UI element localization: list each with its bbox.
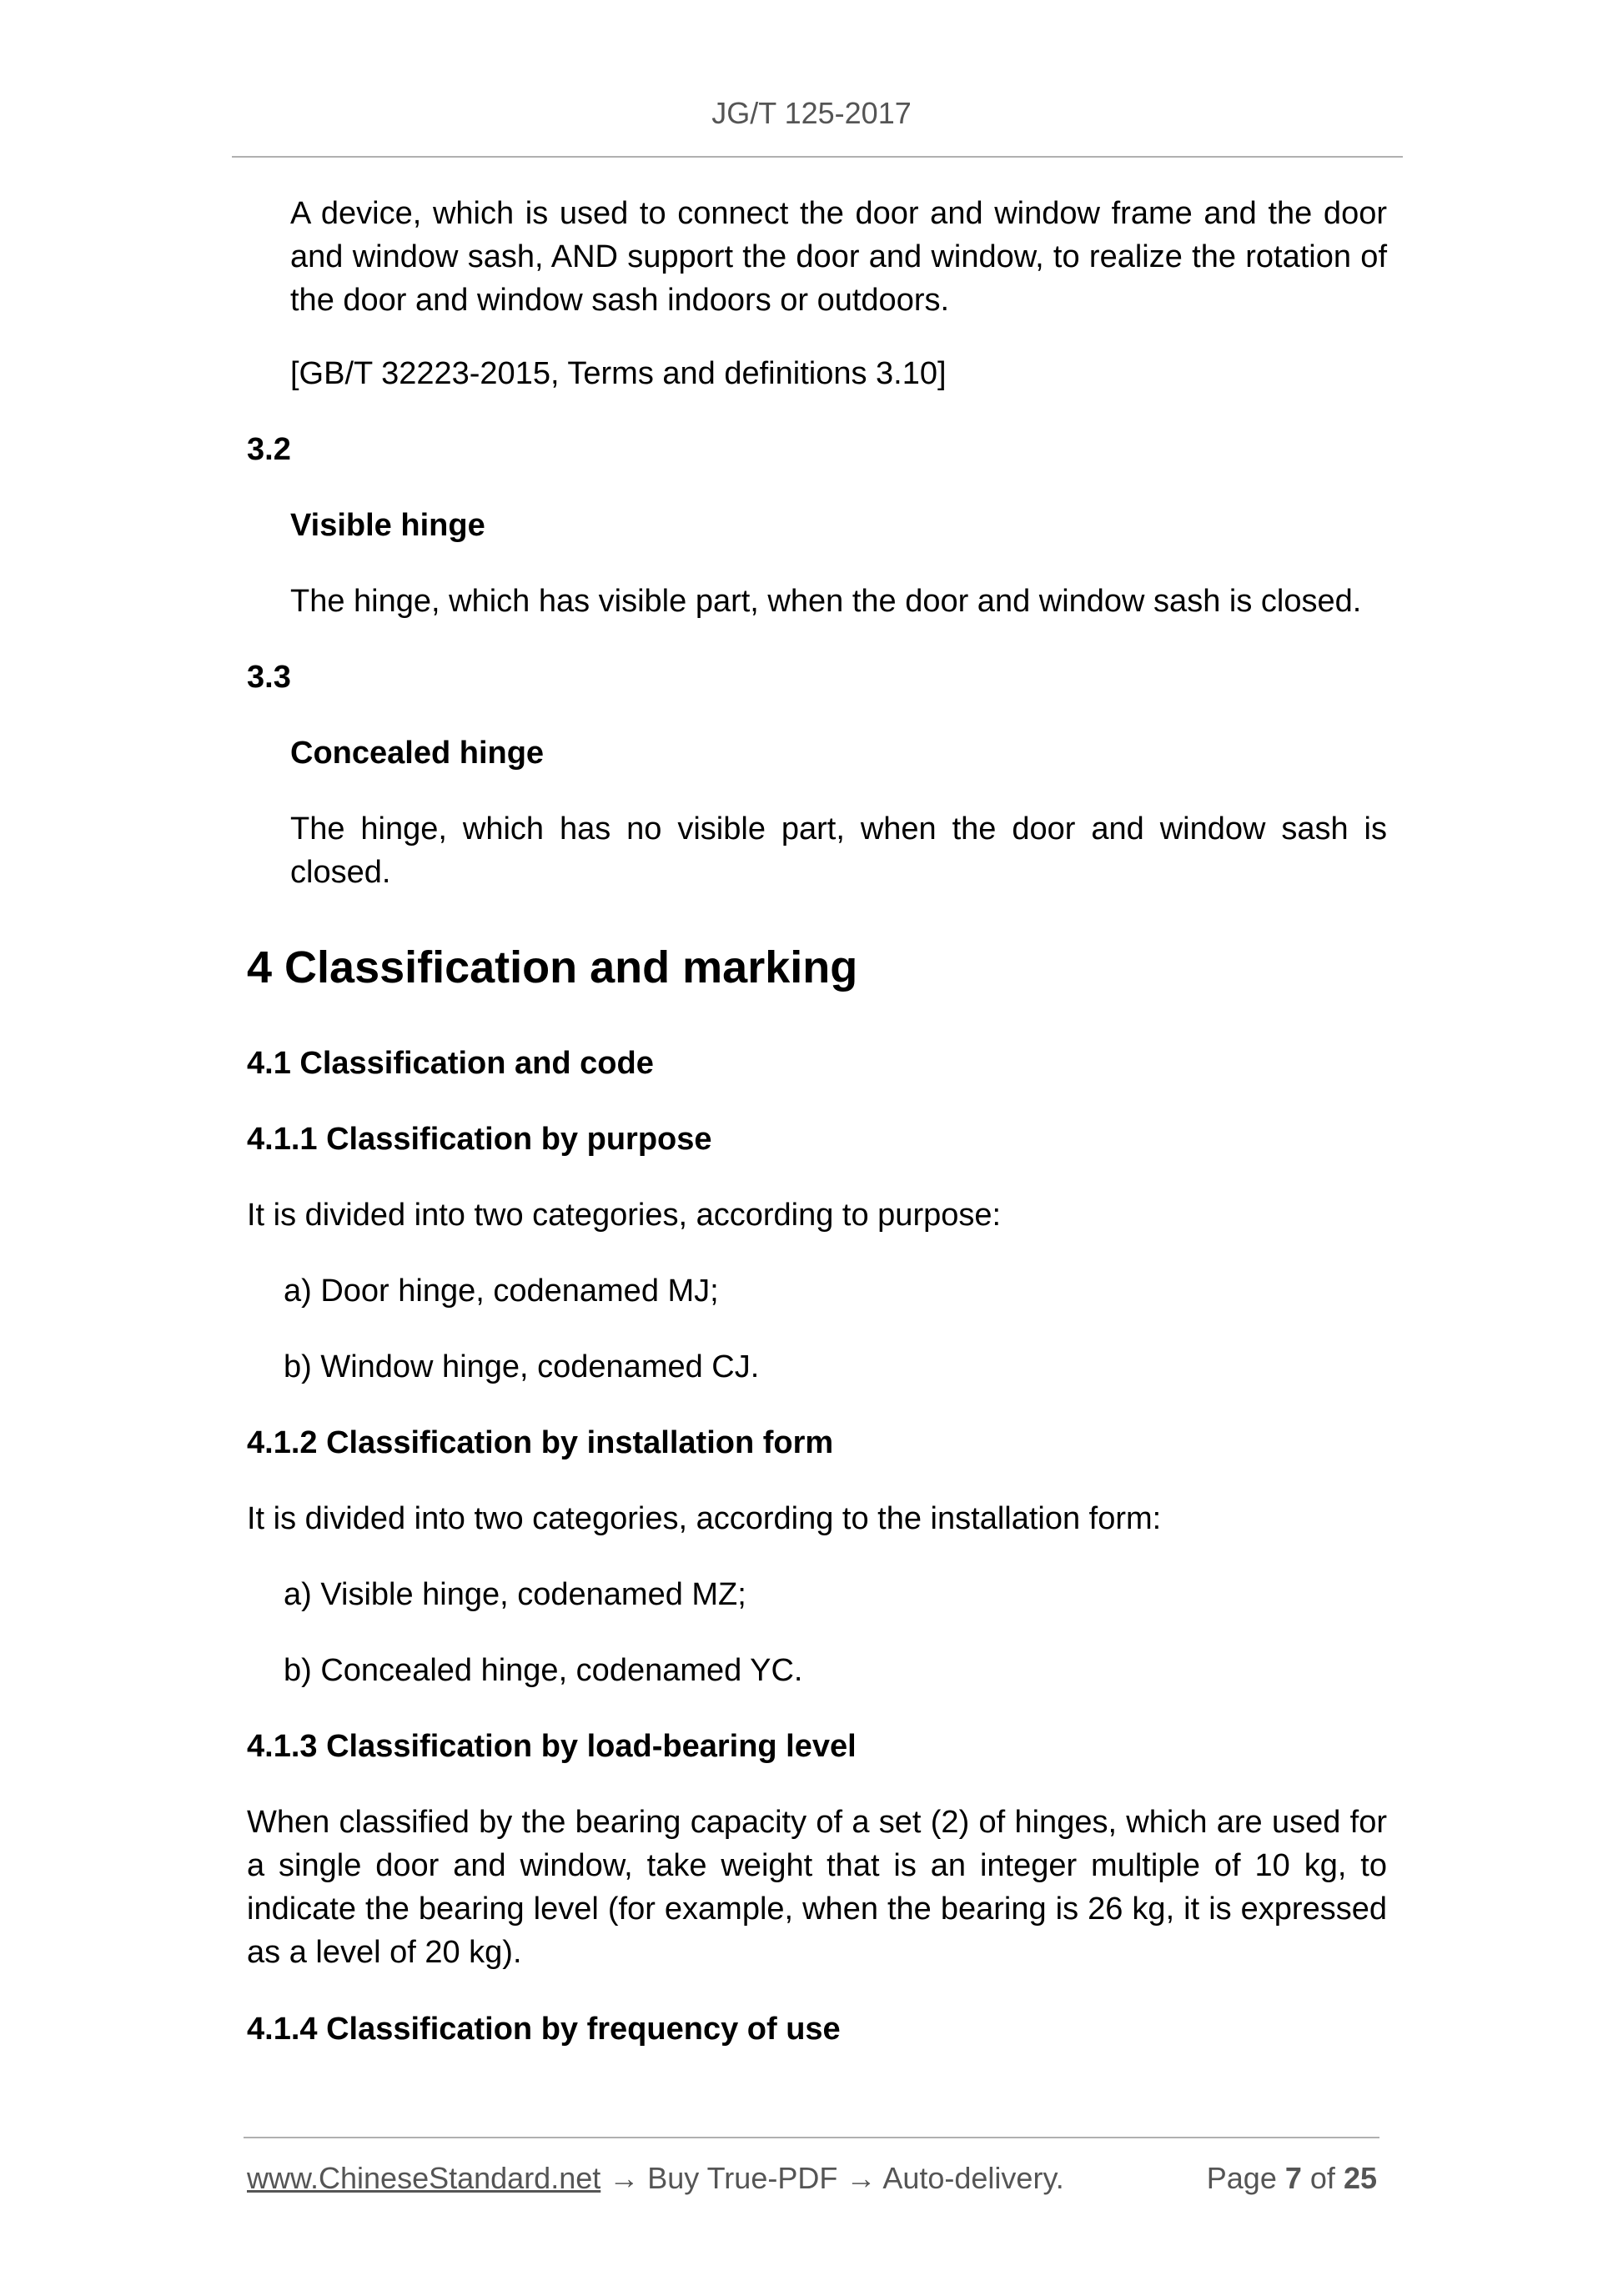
header-divider <box>232 156 1403 158</box>
term-name-visible-hinge: Visible hinge <box>290 508 485 543</box>
term-number-3-2: 3.2 <box>247 432 291 467</box>
page-of-label: of <box>1309 2161 1335 2195</box>
hinge-definition-text: A device, which is used to connect the door and window frame and the door and window sash, AND support the door and window, to realize the rotation of the door and window sash indoors or outdoors. <box>290 196 1387 318</box>
footer-promo <box>247 2158 1064 2199</box>
list-item: a) Door hinge, codenamed MJ; <box>284 1274 719 1309</box>
page-total: 25 <box>1343 2161 1377 2195</box>
paragraph-4-1-3: When classified by the bearing capacity of a set (2) of hinges, which are used for a single door and window, take weight that is an integer multiple of 10 kg, to indicate the bearing level (for example, when the bearing is 26 kg, it is expressed as a level of 20 kg). <box>247 1805 1387 1970</box>
footer-buy-text: → Buy True-PDF → Auto-delivery. <box>609 2161 1064 2195</box>
hinge-definition-source: [GB/T 32223-2015, Terms and definitions 3.10] <box>290 356 947 391</box>
section-heading-4: 4 Classification and marking <box>247 942 858 992</box>
website-link[interactable]: www.ChineseStandard.net <box>247 2161 601 2195</box>
page-current: 7 <box>1284 2161 1302 2195</box>
heading-4-1-4: 4.1.4 Classification by frequency of use <box>247 2012 841 2047</box>
heading-4-1-3: 4.1.3 Classification by load-bearing level <box>247 1729 857 1764</box>
heading-4-1-2: 4.1.2 Classification by installation form <box>247 1425 834 1460</box>
heading-4-1-1: 4.1.1 Classification by purpose <box>247 1122 712 1157</box>
term-definition-visible-hinge: The hinge, which has visible part, when the door and window sash is closed. <box>290 584 1362 619</box>
heading-4-1: 4.1 Classification and code <box>247 1046 654 1081</box>
term-number-3-3: 3.3 <box>247 660 291 695</box>
footer-divider <box>244 2137 1379 2138</box>
page-indicator <box>1207 2158 1377 2199</box>
document-id-header: JG/T 125-2017 <box>711 96 912 130</box>
paragraph-4-1-1-intro: It is divided into two categories, according to purpose: <box>247 1198 1002 1233</box>
list-item: b) Window hinge, codenamed CJ. <box>284 1349 760 1384</box>
term-definition-concealed-hinge: The hinge, which has no visible part, when the door and window sash is closed. <box>290 811 1387 890</box>
list-item: b) Concealed hinge, codenamed YC. <box>284 1653 803 1688</box>
page-label: Page <box>1206 2161 1277 2195</box>
list-item: a) Visible hinge, codenamed MZ; <box>284 1577 746 1612</box>
paragraph-4-1-2-intro: It is divided into two categories, according to the installation form: <box>247 1501 1162 1536</box>
term-name-concealed-hinge: Concealed hinge <box>290 736 545 771</box>
